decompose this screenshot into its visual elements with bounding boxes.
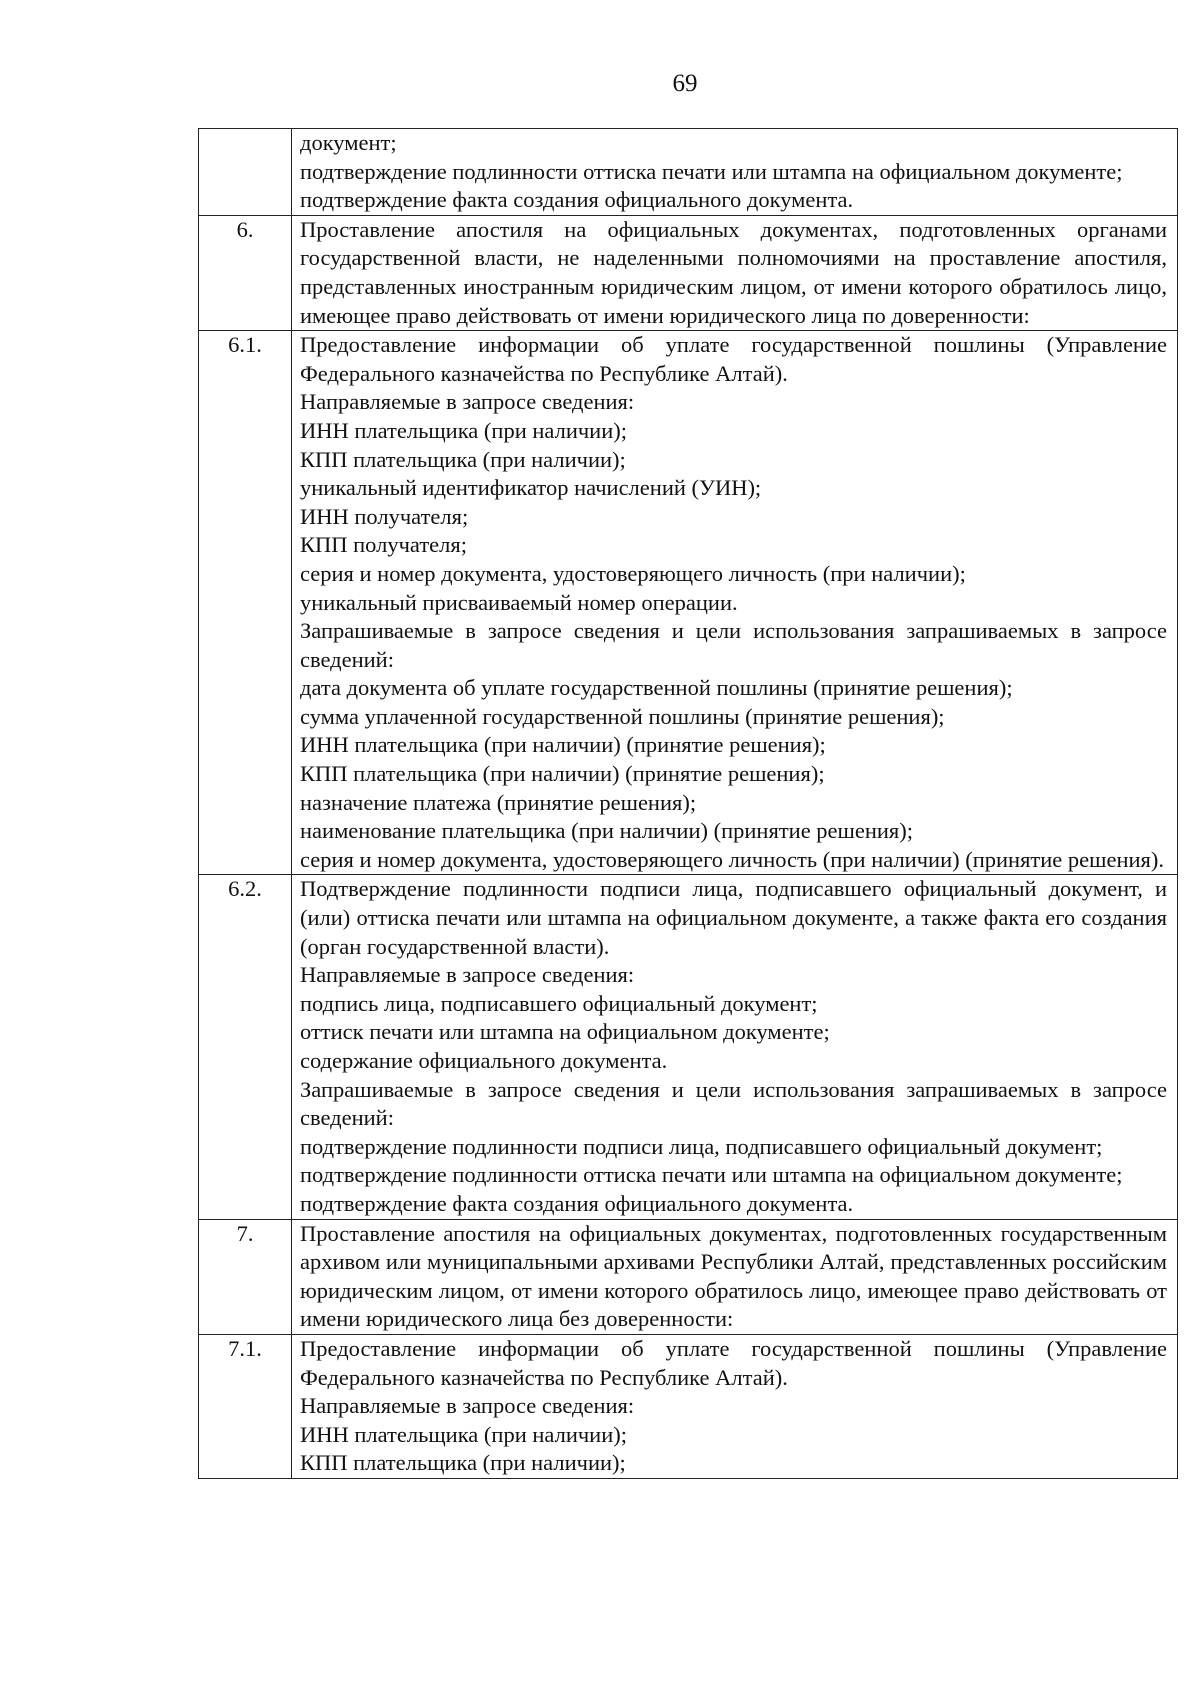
content-line: Запрашиваемые в запросе сведения и цели использования запрашиваемых в запросе сведений: [300,1076,1167,1131]
table-row [199,331,1178,875]
document-table [198,128,1178,1479]
content-line: дата документа об уплате государственной пошлины (принятие решения); [300,675,1013,701]
table-body [199,129,1178,1479]
content-line: Проставление апостиля на официальных документах, подготовленных государственным архивом или муниципальными архивами Республики Алтай, представленных российским юридическим лицом, от имени которого обратилось лицо, имеющее право действовать от имени юридического лица без доверенности: [300,1220,1167,1332]
row-number: 6.1. [199,331,292,875]
row-number: 7.1. [199,1334,292,1478]
content-line: КПП плательщика (при наличии); [300,1450,626,1476]
content-line: содержание официального документа. [300,1048,668,1073]
content-line: Направляемые в запросе сведения: [300,389,635,415]
content-line: Направляемые в запросе сведения: [300,1393,635,1419]
content-line: назначение платежа (принятие решения); [300,789,697,815]
content-line: серия и номер документа, удостоверяющего личность (при наличии); [300,560,966,586]
row-number: 6.2. [199,875,292,1219]
table-row [199,215,1178,330]
content-line: подтверждение подлинности оттиска печати или штампа на официальном документе; [300,1162,1123,1188]
content-line: Предоставление информации об уплате государственной пошлины (Управление Федерального казначейства по Республике Алтай). [300,332,1167,386]
content-line: ИНН плательщика (при наличии); [300,1421,628,1447]
row-content [292,1219,1178,1334]
content-line: подтверждение подлинности подписи лица, подписавшего официальный документ; [300,1133,1103,1159]
content-line: Проставление апостиля на официальных документах, подготовленных органами государственной власти, не наделенными полномочиями на проставление апостиля, представленных иностранным юридическим лицом, от имени которого обратилось лицо, имеющее право действовать от имени юридического лица по доверенности: [300,216,1167,328]
content-line: серия и номер документа, удостоверяющего личность (при наличии) (принятие решения). [300,846,1165,872]
content-line: подпись лица, подписавшего официальный документ; [300,990,818,1016]
content-line: КПП получателя; [300,532,467,558]
content-line: ИНН плательщика (при наличии) (принятие решения); [300,732,826,758]
table-row [199,1334,1178,1478]
page-number: 69 [672,70,698,97]
content-line: подтверждение факта создания официального документа. [300,1190,854,1216]
row-number: 7. [199,1219,292,1334]
row-number: 6. [199,215,292,330]
row-content [292,215,1178,330]
content-line: подтверждение подлинности оттиска печати или штампа на официальном документе; [300,158,1123,184]
content-line: подтверждение факта создания официального документа. [300,187,854,213]
row-content [292,1334,1178,1478]
content-line: оттиск печати или штампа на официальном документе; [300,1019,830,1045]
content-line: уникальный идентификатор начислений (УИН); [300,475,762,501]
content-line: Предоставление информации об уплате государственной пошлины (Управление Федерального казначейства по Республике Алтай). [300,1335,1167,1390]
row-content [292,875,1178,1219]
content-line: наименование плательщика (при наличии) (принятие решения); [300,818,914,844]
content-line: Подтверждение подлинности подписи лица, подписавшего официальный документ, и (или) оттиска печати или штампа на официальном документе, а также факта его создания (орган государственной власти). [300,876,1167,959]
content-line: КПП плательщика (при наличии); [300,446,626,472]
content-line: сумма уплаченной государственной пошлины (принятие решения); [300,703,945,729]
content-line: Направляемые в запросе сведения: [300,962,635,988]
content-line: уникальный присваиваемый номер операции. [300,589,738,615]
content-line: ИНН получателя; [300,503,469,529]
content-line: документ; [300,130,397,155]
table-row [199,1219,1178,1334]
content-line: КПП плательщика (при наличии) (принятие решения); [300,761,825,787]
row-content [292,129,1178,216]
row-number [199,129,292,216]
content-line: ИНН плательщика (при наличии); [300,417,628,443]
table-row [199,875,1178,1219]
content-line: Запрашиваемые в запросе сведения и цели использования запрашиваемых в запросе сведений: [300,618,1167,672]
table-row [199,129,1178,216]
row-content [292,331,1178,875]
